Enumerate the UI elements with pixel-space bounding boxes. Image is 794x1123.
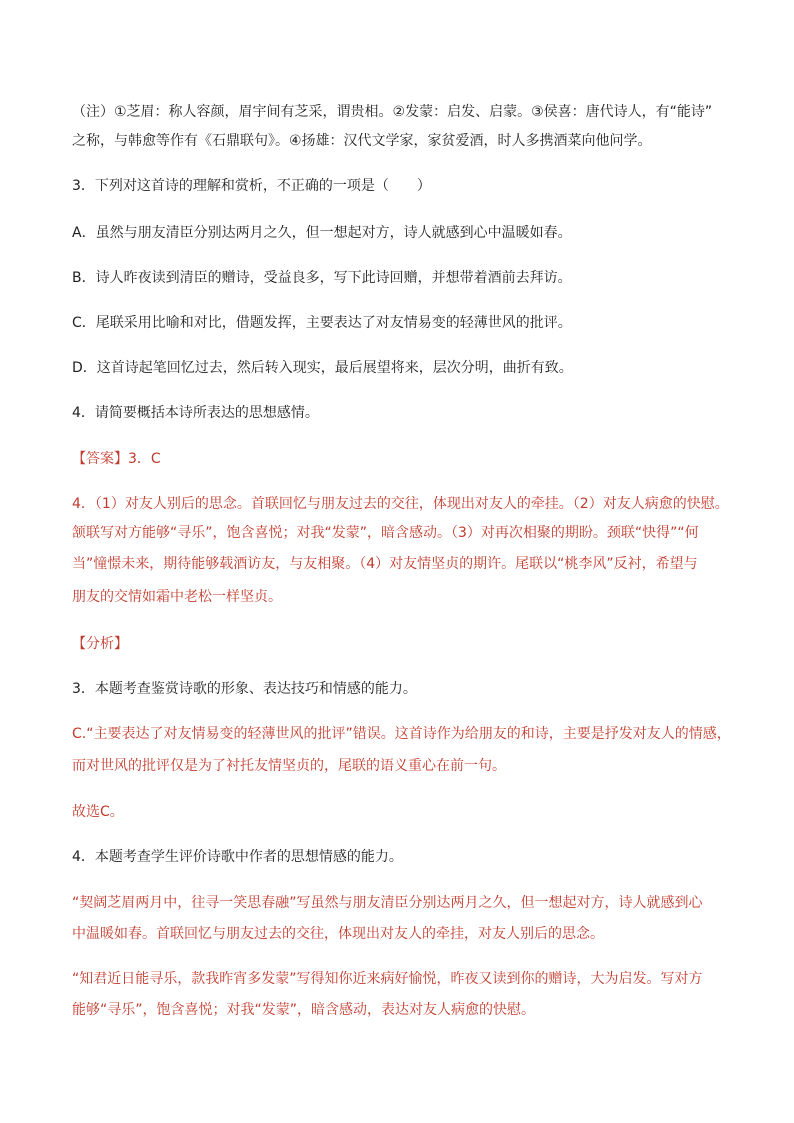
analysis-q4-para2-line-1: “知君近日能寻乐，款我昨宵多发蒙”写得知你近来病好愉悦，昨夜又读到你的赠诗，大为启发。写对方	[72, 971, 703, 987]
option-b: B．诗人昨夜读到清臣的赠诗，受益良多，写下此诗回赠，并想带着酒前去拜访。	[72, 270, 572, 286]
analysis-q3-line-1: C.“主要表达了对友情易变的轻薄世风的批评”错误。这首诗作为给朋友的和诗，主要是抒发对友人的情感，	[72, 726, 731, 742]
question-4-stem: 4．请简要概括本诗所表达的思想感情。	[72, 405, 319, 421]
answer-q4-line-4: 朋友的交情如霜中老松一样坚贞。	[72, 589, 282, 605]
option-a: A．虽然与朋友清臣分别达两月之久，但一想起对方，诗人就感到心中温暖如春。	[72, 225, 572, 241]
answer-q4-line-1: 4．（1）对友人别后的思念。首联回忆与朋友过去的交往，体现出对友人的牵挂。（2）对友人病愈的快慰。	[72, 496, 729, 512]
analysis-q3-intro: 3．本题考查鉴赏诗歌的形象、表达技巧和情感的能力。	[72, 681, 417, 697]
note-line-1: （注）①芝眉：称人容颜，眉宇间有芝采，谓贵相。②发蒙：启发、启蒙。③侯喜：唐代诗人，有“能诗”	[72, 104, 713, 120]
note-line-2: 之称，与韩愈等作有《石鼎联句》。④扬雄：汉代文学家，家贫爱酒，时人多携酒菜向他问学。	[72, 133, 652, 149]
analysis-q4-para1-line-2: 中温暖如春。首联回忆与朋友过去的交往，体现出对友人的牵挂，对友人别后的思念。	[72, 926, 604, 942]
analysis-q4-intro: 4．本题考查学生评价诗歌中作者的思想情感的能力。	[72, 849, 403, 865]
analysis-q4-para2-line-2: 能够“寻乐”，饱含喜悦；对我“发蒙”，暗含感动，表达对友人病愈的快慰。	[72, 1002, 536, 1018]
analysis-q4-para1-line-1: “契阔芝眉两月中，往寻一笑思春融”写虽然与朋友清臣分别达两月之久，但一想起对方，诗人就感到心	[72, 895, 703, 911]
answer-q4-line-2: 颔联写对方能够“寻乐”，饱含喜悦；对我“发蒙”，暗含感动。（3）对再次相聚的期盼。颈联“快得”“何	[72, 525, 699, 541]
answer-q4-line-3: 当”憧憬未来，期待能够载酒访友，与友相聚。（4）对友情坚贞的期许。尾联以“桃李风”反衬，希望与	[72, 556, 698, 572]
option-d: D．这首诗起笔回忆过去，然后转入现实，最后展望将来，层次分明，曲折有致。	[72, 360, 573, 376]
answer-heading: 【答案】3．C	[72, 451, 161, 467]
option-c: C．尾联采用比喻和对比，借题发挥，主要表达了对友情易变的轻薄世风的批评。	[72, 315, 572, 331]
question-3-stem: 3．下列对这首诗的理解和赏析，不正确的一项是（ ）	[72, 178, 431, 194]
analysis-q3-conclusion: 故选C。	[72, 804, 124, 820]
analysis-heading: 【分析】	[72, 636, 128, 652]
analysis-q3-line-2: 而对世风的批评仅是为了衬托友情坚贞的，尾联的语义重心在前一句。	[72, 758, 506, 774]
